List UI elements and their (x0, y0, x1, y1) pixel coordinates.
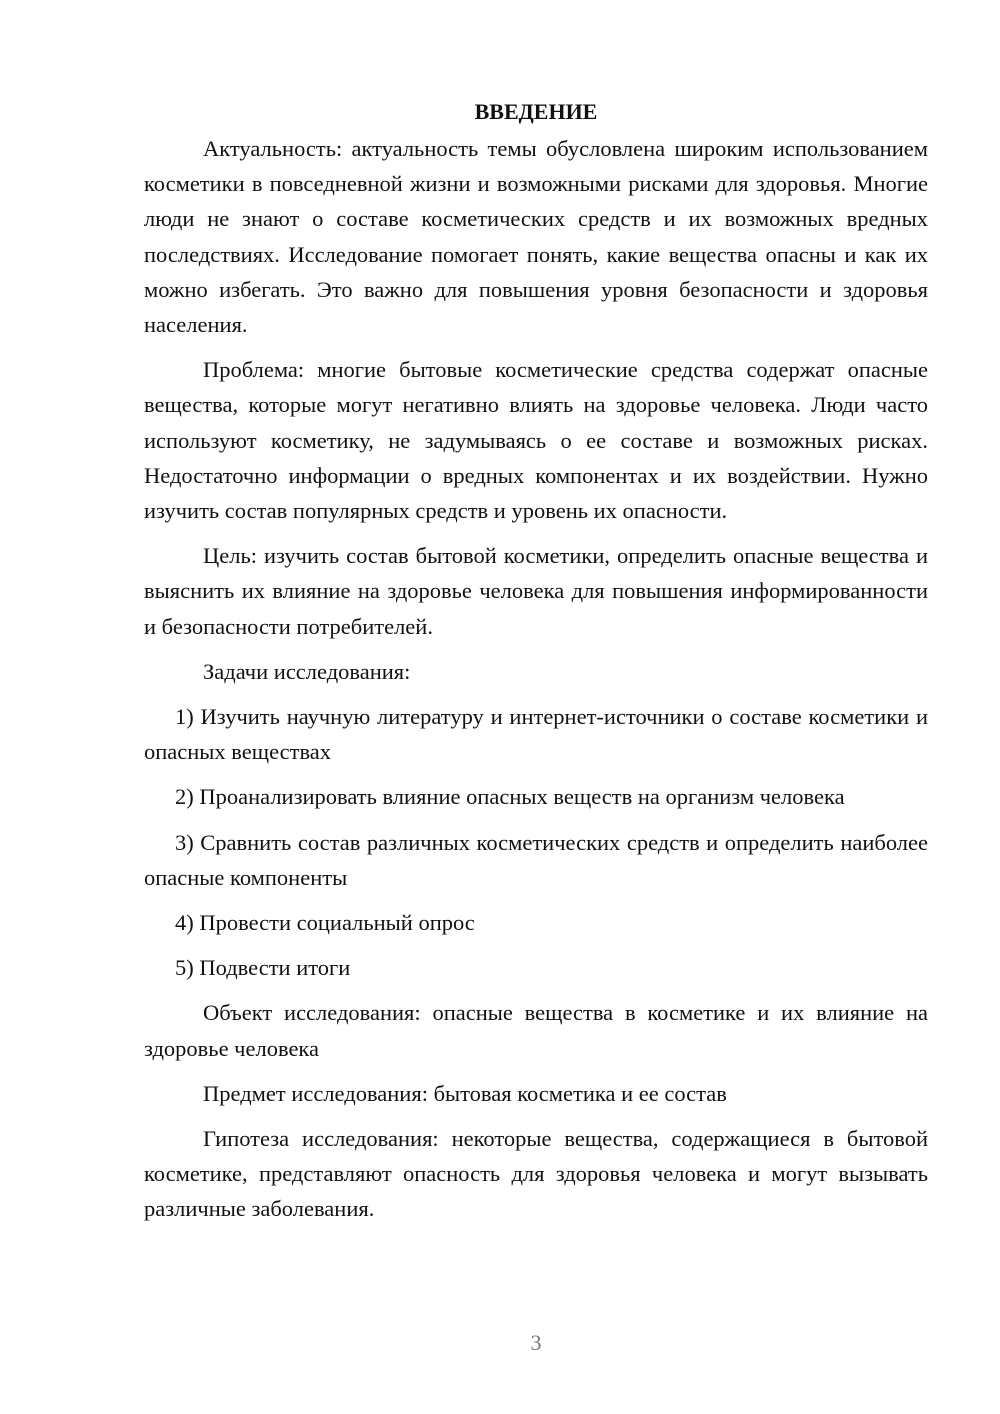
list-item: 4) Провести социальный опрос (175, 910, 475, 936)
paragraph-relevance: Актуальность: актуальность темы обусловлена широким использованием косметики в повседневной жизни и возможными рисками для здоровья. Многие люди не знают о составе косметических средств и их возможных вредных последствиях. Исследование помогает понять, какие вещества опасны и как их можно избегать. Это важно для повышения уровня безопасности и здоровья населения. (144, 136, 928, 338)
list-item: 5) Подвести итоги (175, 955, 351, 981)
paragraph-subject: Предмет исследования: бытовая косметика и ее состав (203, 1080, 727, 1106)
page-number: 3 (530, 1330, 542, 1355)
paragraph-hypothesis: Гипотеза исследования: некоторые вещества, содержащиеся в бытовой косметике, представляют опасность для здоровья человека и могут вызывать различные заболевания. (144, 1126, 928, 1222)
paragraph-goal: Цель: изучить состав бытовой косметики, определить опасные вещества и выяснить их влияние на здоровье человека для повышения информированности и безопасности потребителей. (144, 543, 928, 639)
tasks-list (144, 699, 928, 985)
list-item: 1) Изучить научную литературу и интернет-источники о составе косметики и опасных веществах (144, 704, 928, 765)
paragraph-tasks-heading: Задачи исследования: (203, 658, 411, 684)
document-page (144, 92, 928, 1237)
paragraph-object: Объект исследования: опасные вещества в косметике и их влияние на здоровье человека (144, 1000, 928, 1061)
paragraph-problem: Проблема: многие бытовые косметические средства содержат опасные вещества, которые могут негативно влиять на здоровье человека. Люди часто используют косметику, не задумываясь о ее составе и возможных рисках. Недостаточно информации о вредных компонентах и их воздействии. Нужно изучить состав популярных средств и уровень их опасности. (144, 357, 928, 524)
list-item: 3) Сравнить состав различных косметических средств и определить наиболее опасные компоненты (144, 829, 928, 890)
section-title: ВВЕДЕНИЕ (474, 99, 598, 124)
list-item: 2) Проанализировать влияние опасных веществ на организм человека (175, 784, 845, 810)
